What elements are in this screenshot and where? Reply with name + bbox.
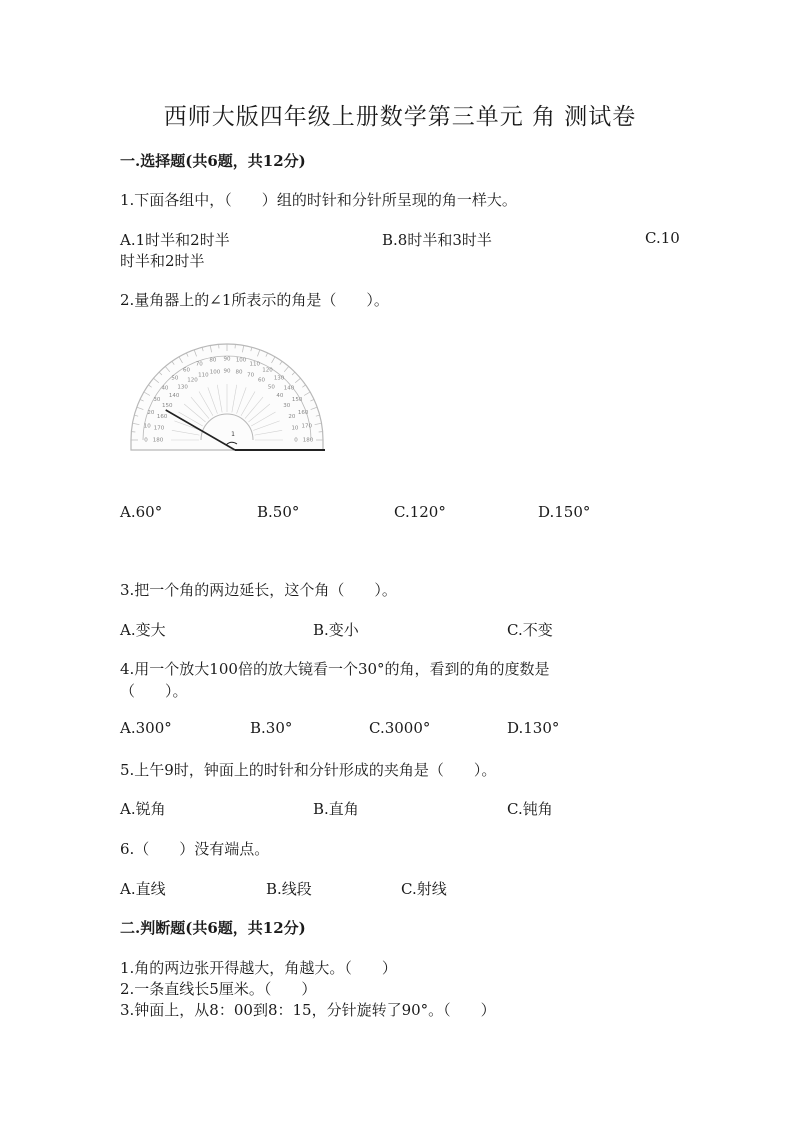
protractor-outer-label: 90 [223, 356, 231, 363]
judge-question-2: 2.一条直线长5厘米。（ ） [120, 980, 317, 998]
protractor-inner-label: 130 [177, 384, 188, 391]
protractor-inner-label: 160 [156, 413, 168, 420]
section-heading-choice: 一.选择题(共6题，共12分) [120, 152, 306, 170]
judge-question-3: 3.钟面上，从8：00到8：15，分针旋转了90°。（ ） [120, 1001, 496, 1019]
question-6-stem: 6.（ ）没有端点。 [120, 840, 270, 858]
protractor-inner-label: 100 [209, 369, 221, 376]
protractor-inner-label: 90 [223, 368, 231, 375]
protractor-inner-label: 60 [258, 377, 265, 384]
question-3-option-b: B.变小 [313, 621, 359, 639]
question-1-option-b: B.8时半和3时半 [382, 231, 492, 249]
question-3-option-c: C.不变 [507, 621, 553, 639]
question-1-option-c: C.10 [645, 229, 680, 247]
question-4-option-a: A.300° [120, 719, 172, 737]
page-title: 西师大版四年级上册数学第三单元 角 测试卷 [163, 104, 637, 130]
protractor-inner-label: 30 [283, 403, 291, 409]
question-4-stem-continued: （ ）。 [120, 682, 188, 700]
question-5-option-b: B.直角 [313, 800, 359, 818]
question-2-option-b: B.50° [257, 503, 300, 521]
question-6-option-a: A.直线 [120, 880, 166, 898]
question-5-option-a: A.锐角 [120, 800, 166, 818]
question-4-option-b: B.30° [250, 719, 293, 737]
protractor-outer-label: 40 [161, 385, 169, 392]
question-4-stem: 4.用一个放大100倍的放大镜看一个30°的角，看到的角的度数是 [120, 660, 550, 678]
question-6-option-c: C.射线 [401, 880, 447, 898]
protractor-figure [122, 340, 332, 460]
protractor-outer-label: 30 [153, 397, 161, 403]
protractor-outer-label: 10 [143, 423, 151, 430]
question-4-option-c: C.3000° [369, 719, 431, 737]
protractor-outer-label: 110 [249, 361, 260, 368]
protractor-outer-label: 180 [302, 437, 314, 444]
angle-label: 1 [231, 431, 235, 438]
protractor-inner-label: 150 [161, 403, 173, 409]
question-1-option-a: A.1时半和2时半 [120, 231, 230, 249]
protractor-outer-label: 130 [273, 375, 285, 382]
protractor-inner-label: 70 [247, 372, 255, 379]
protractor-outer-label: 20 [147, 409, 155, 416]
question-1-option-c-continued: 时半和2时半 [120, 252, 205, 270]
question-3-stem: 3.把一个角的两边延长，这个角（ ）。 [120, 581, 397, 599]
protractor-outer-label: 70 [195, 361, 203, 368]
protractor-outer-label: 140 [283, 385, 295, 392]
protractor-inner-label: 110 [198, 372, 209, 379]
section-heading-judge: 二.判断题(共6题，共12分) [120, 919, 306, 937]
protractor-outer-label: 170 [301, 423, 313, 430]
question-5-option-c: C.钝角 [507, 800, 553, 818]
question-2-stem: 2.量角器上的∠1所表示的角是（ ）。 [120, 291, 389, 309]
protractor-inner-label: 80 [235, 369, 243, 376]
question-5-stem: 5.上午9时，钟面上的时针和分针形成的夹角是（ ）。 [120, 761, 497, 779]
protractor-inner-label: 0 [294, 437, 298, 444]
protractor-inner-label: 120 [187, 377, 198, 384]
protractor-inner-label: 20 [288, 413, 296, 420]
protractor-inner-label: 140 [168, 393, 180, 400]
question-2-option-c: C.120° [394, 503, 446, 521]
protractor-inner-label: 40 [276, 393, 284, 400]
protractor-inner-label: 50 [267, 384, 275, 391]
protractor-outer-label: 80 [209, 357, 217, 364]
protractor-outer-label: 50 [171, 375, 179, 382]
question-3-option-a: A.变大 [120, 621, 166, 639]
question-2-option-d: D.150° [538, 503, 591, 521]
protractor-outer-label: 150 [291, 397, 303, 403]
protractor-outer-label: 0 [144, 437, 148, 444]
question-4-option-d: D.130° [507, 719, 560, 737]
protractor-outer-label: 60 [183, 367, 190, 374]
judge-question-1: 1.角的两边张开得越大，角越大。（ ） [120, 959, 397, 977]
question-6-option-b: B.线段 [266, 880, 312, 898]
protractor-outer-label: 100 [235, 357, 247, 364]
question-2-option-a: A.60° [120, 503, 163, 521]
protractor-inner-label: 180 [152, 437, 164, 444]
protractor-outer-label: 160 [297, 409, 309, 416]
protractor-inner-label: 170 [153, 425, 165, 432]
question-1-stem: 1.下面各组中，（ ）组的时针和分针所呈现的角一样大。 [120, 191, 517, 209]
protractor-outer-label: 120 [262, 367, 273, 374]
protractor-inner-label: 10 [291, 425, 299, 432]
